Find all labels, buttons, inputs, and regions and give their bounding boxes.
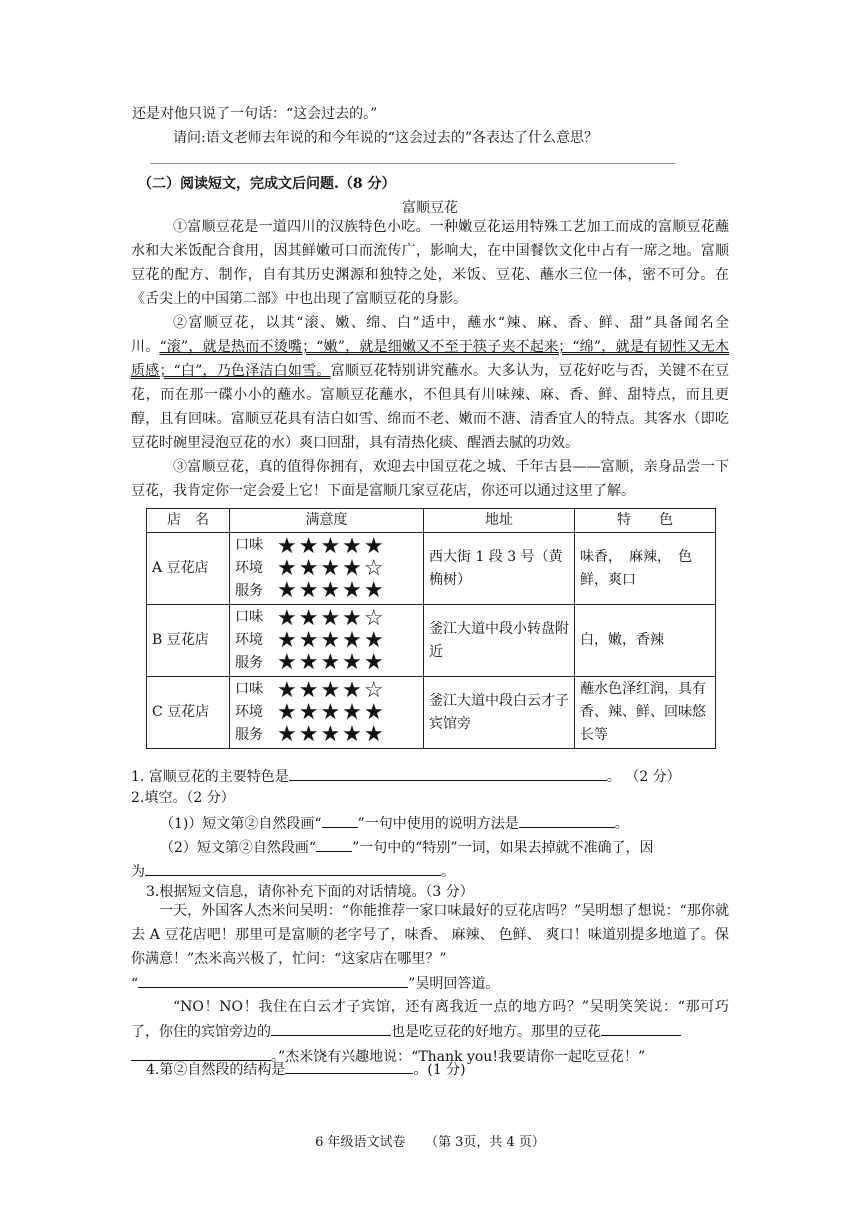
dialogue-1: 一天，外国客人杰米问吴明：“你能推荐一家口味最好的豆花店吗？”吴明想了想说：“那你就去 A 豆花店吧！那里可是富顺的老字号了，味香、 麻辣、 色鲜、 爽口！味道别提多地道了。保你满意！”杰米高兴极了，忙问：“这家店在哪里？” “ ”吴明回答道。 [131, 903, 729, 992]
star-row: ★★★★☆ [277, 605, 386, 631]
answer-blank[interactable] [289, 764, 607, 781]
question-2-2-text3: 为 [131, 864, 145, 880]
text-line: 还是对他只说了一句话：“这会过去的。” [132, 106, 378, 122]
star-row: ★★★★☆ [277, 555, 386, 581]
star-row: ★★★★★ [277, 627, 386, 653]
header-feature: 特 色 [575, 509, 716, 533]
question-2-2 [160, 835, 860, 858]
label-taste: 口味 [235, 537, 263, 553]
answer-line [150, 163, 675, 164]
paragraph-3: ③富顺豆花，真的值得你拥有，欢迎去中国豆花之城、千年古县——富顺，亲身品尝一下豆花，我肯定你一定会爱上它！下面是富顺几家豆花店，你还可以通过这里了解。 [131, 459, 729, 499]
question-4-text: 4.第②自然段的结构是 [146, 1062, 286, 1078]
star-row: ★★★★☆ [277, 677, 386, 703]
paragraph-2-underlined: “滚”，就是热而不烫嘴；“嫩”，就是细嫩又不至于筷子夹不起来；“绵”，就是有韧性又无木质感；“白”，乃色泽洁白如雪。 [131, 339, 729, 379]
label-environment: 环境 [235, 632, 263, 648]
paragraph-2-rest: 富顺豆花特别讲究蘸水。大多认为，豆花好吃与否，关键不在豆花，而在那一碟小小的蘸水。富顺豆花蘸水，不但具有川味辣、麻、香、鲜、甜特点，而且更醇，且有回味。富顺豆花具有洁白如雪、绵而不老、嫩而不溏、清香宜人的特点。其客水（即吃豆花时碗里浸泡豆花的水）爽口回甜，具有清热化痰、醒酒去腻的功效。 [131, 363, 729, 451]
shop-name: C 豆花店 [147, 677, 230, 749]
label-taste: 口味 [235, 681, 263, 697]
rating-labels [235, 678, 277, 747]
shop-feature: 蘸水色泽红润，具有香、辣、鲜、回味悠长等 [575, 677, 716, 749]
question-2-2-text: （2）短文第②自然段画“ [160, 840, 317, 856]
question-2-2-text2: ”一句中的“特别”一词，如果去掉就不准确了，因 [352, 840, 654, 856]
answer-blank[interactable] [519, 811, 615, 828]
dialogue-2-text: “NO！NO！我住在白云才子宾馆，还有离我近一点的地方吗？”吴明笑笑说：“那可巧了，你住的宾馆旁边的 [131, 999, 729, 1040]
question-2-1-text2: ”一句中使用的说明方法是 [357, 816, 519, 832]
label-service: 服务 [235, 727, 263, 743]
shop-feature: 味香， 麻辣， 色鲜，爽口 [575, 533, 716, 605]
shop-name: B 豆花店 [147, 605, 230, 677]
question-2-1-text: （1)）短文第②自然段画“ [160, 816, 322, 832]
question-1 [131, 764, 860, 787]
rating-labels [235, 606, 277, 675]
label-environment: 环境 [235, 560, 263, 576]
shop-feature: 白，嫩，香辣 [575, 605, 716, 677]
answer-blank[interactable] [322, 811, 358, 828]
shop-address: 釜江大道中段小转盘附近 [424, 605, 575, 677]
question-1-score: 。 （2 分） [606, 769, 681, 785]
answer-blank[interactable] [316, 835, 352, 852]
star-rating [277, 605, 407, 675]
dialogue-1-end: ”吴明回答道。 [408, 976, 500, 992]
shop-name: A 豆花店 [147, 533, 230, 605]
table-row [147, 605, 716, 677]
label-service: 服务 [235, 583, 263, 599]
article-title: 富顺豆花 [402, 200, 458, 216]
dialogue-2-text2: 也是吃豆花的好地方。那里的豆花 [391, 1024, 601, 1040]
star-row: ★★★★★ [277, 577, 386, 603]
shop-table [146, 508, 716, 749]
satisfaction-cell [230, 533, 424, 605]
header-name: 店 名 [147, 509, 230, 533]
star-rating [277, 677, 407, 747]
rating-labels [235, 534, 277, 603]
shop-address: 釜江大道中段白云才子宾馆旁 [424, 677, 575, 749]
page-footer: 6 年级语文试卷 （第 3页，共 4 页） [315, 1135, 545, 1150]
satisfaction-cell [230, 677, 424, 749]
question-3: 3.根据短文信息，请你补充下面的对话情境。（3 分） [146, 884, 474, 900]
table-row [147, 533, 716, 605]
label-service: 服务 [235, 655, 263, 671]
satisfaction-cell [230, 605, 424, 677]
paragraph-1: ①富顺豆花是一道四川的汉族特色小吃。一种嫩豆花运用特殊工艺加工而成的富顺豆花蘸水和大米饭配合食用，因其鲜嫩可口而流传广，影响大，在中国餐饮文化中占有一席之地。富顺豆花的配方、制作，自有其历史渊源和独特之处，米饭、豆花、蘸水三位一体，密不可分。在《舌尖上的中国第二部》中也出现了富顺豆花的身影。 [131, 219, 729, 307]
question-2-1 [160, 811, 860, 834]
table-row [147, 677, 716, 749]
star-rating [277, 533, 407, 603]
dialogue-2-end: 。”杰米饶有兴趣地说：“Thank you!我要请你一起吃豆花！” [271, 1049, 646, 1065]
question-2-2-end: 。 [441, 864, 455, 880]
dialogue-1-text: 一天，外国客人杰米问吴明：“你能推荐一家口味最好的豆花店吗？”吴明想了想说：“那你就去 A 豆花店吧！那里可是富顺的老字号了，味香、 麻辣、 色鲜、 爽口！味道别提多地道了。保你满意！”杰米高兴极了，忙问：“这家店在哪里？” [131, 903, 729, 967]
question-4-score: 。(1 分) [413, 1062, 466, 1078]
question-4 [146, 1057, 860, 1080]
label-taste: 口味 [235, 609, 263, 625]
answer-blank[interactable] [145, 859, 441, 876]
question-2-2-cont [131, 859, 860, 882]
question-2: 2.填空。（2 分） [131, 790, 235, 806]
question-2-1-end: 。 [614, 816, 629, 832]
star-row: ★★★★★ [277, 649, 386, 675]
header-satisfaction: 满意度 [230, 509, 424, 533]
star-row: ★★★★★ [277, 533, 386, 559]
answer-blank[interactable] [138, 971, 408, 988]
section-heading: （二）阅读短文，完成文后问题.（8 分） [138, 176, 396, 192]
paragraph-2 [131, 311, 729, 455]
header-address: 地址 [424, 509, 575, 533]
star-row: ★★★★★ [277, 721, 386, 747]
answer-blank[interactable] [601, 1019, 681, 1036]
table-header-row [147, 509, 716, 533]
question-prompt: 请问:语文老师去年说的和今年说的“这会过去的”各表达了什么意思？ [173, 130, 599, 146]
answer-blank[interactable] [285, 1057, 413, 1074]
shop-address: 西大街 1 段 3 号（黄桷树） [424, 533, 575, 605]
question-1-text: 1. 富顺豆花的主要特色是 [131, 769, 289, 785]
paragraph-2-start: ②富顺豆花，以其“滚、嫩、绵、白”适中，蘸水“辣、麻、香、鲜、甜”具备闻名全川。 [131, 315, 729, 355]
answer-blank[interactable] [271, 1019, 391, 1036]
star-row: ★★★★★ [277, 699, 386, 725]
label-environment: 环境 [235, 704, 263, 720]
